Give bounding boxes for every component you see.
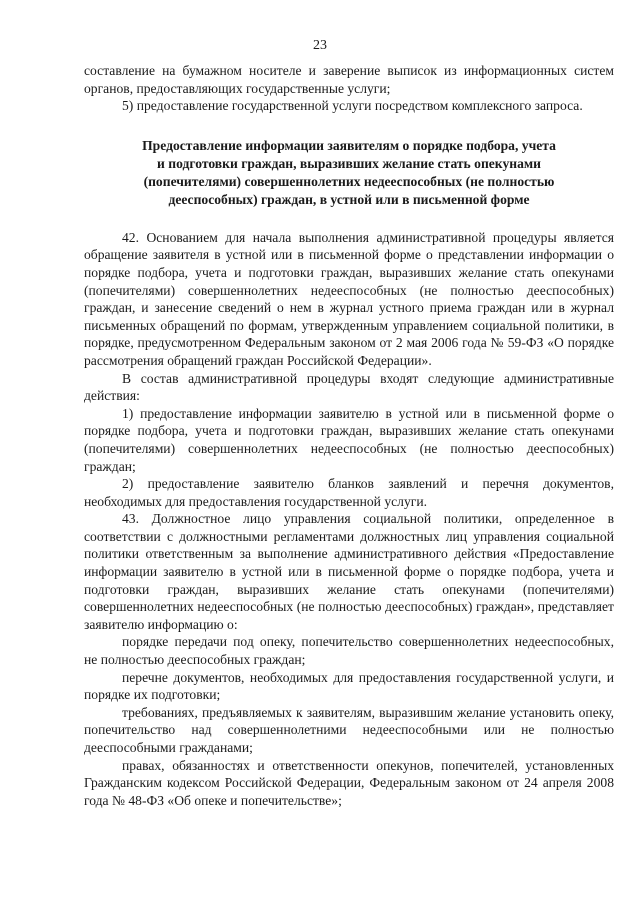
paragraph-info-requirements: требованиях, предъявляемых к заявителям, выразившим желание установить опеку, попечительство над совершеннолетними недееспособными или не полностью дееспособными гражданами; [84, 704, 614, 755]
paragraph-info-documents: перечне документов, необходимых для предоставления государственной услуги, и порядке их подготовки; [84, 669, 614, 703]
intro-paragraph-item-5: 5) предоставление государственной услуги посредством комплексного запроса. [122, 98, 583, 114]
section-heading-line: дееспособных) граждан, в устной или в письменной форме [168, 191, 530, 207]
paragraph-action-1: 1) предоставление информации заявителю в устной или в письменной форме о порядке подбора, учета и подготовки граждан, выразивших желание стать опекунами (попечителями) совершеннолетних недееспособных (не полностью дееспособных) граждан; [84, 405, 614, 474]
section-heading-line: и подготовки граждан, выразивших желание стать опекунами [157, 155, 541, 171]
section-heading [84, 137, 614, 209]
intro-paragraph-continued: составление на бумажном носителе и заверение выписок из информационных систем органов, предоставляющих государственные услуги; [84, 63, 614, 96]
paragraph-actions-intro: В состав административной процедуры входят следующие административные действия: [84, 370, 614, 404]
paragraph-action-2: 2) предоставление заявителю бланков заявлений и перечня документов, необходимых для предоставления государственной услуги. [84, 476, 614, 509]
page-number: 23 [313, 38, 327, 53]
paragraph-info-rights: правах, обязанностях и ответственности опекунов, попечителей, установленных Гражданским кодексом Российской Федерации, Федеральным законом от 24 апреля 2008 года № 48-ФЗ «Об опеке и попечительстве»; [84, 757, 614, 808]
paragraph-42: 42. Основанием для начала выполнения административной процедуры является обращение заявителя в устной или в письменной форме о представлении информации о порядке подбора, учета и подготовки граждан, выразивших желание стать опекунами (попечителями) совершеннолетних недееспособных (не полностью дееспособных) граждан, и занесение сведений о нем в журнал устного приема граждан или в журнал письменных обращений по формам, утвержденным управлением социальной политики, в порядке, предусмотренном Федеральным законом от 2 мая 2006 года № 59-ФЗ «О порядке рассмотрения обращений граждан Российской Федерации». [84, 229, 614, 368]
section-heading-line: Предоставление информации заявителям о порядке подбора, учета [142, 137, 556, 153]
document-body [84, 62, 614, 809]
paragraph-info-transfer: порядке передачи под опеку, попечительство совершеннолетних недееспособных, не полностью дееспособных граждан; [84, 634, 614, 668]
section-heading-line: (попечителями) совершеннолетних недееспособных (не полностью [143, 173, 555, 189]
paragraph-43: 43. Должностное лицо управления социальной политики, определенное в соответствии с должностными регламентами должностных лиц управления социальной политики ответственным за выполнение административного действия «Предоставление информации заявителю в устной или в письменной форме о порядке подбора, учета и подготовки граждан, выразивших желание стать опекунами (попечителями) совершеннолетних недееспособных (не полностью дееспособных) граждан», представляет заявителю информацию о: [84, 511, 614, 632]
